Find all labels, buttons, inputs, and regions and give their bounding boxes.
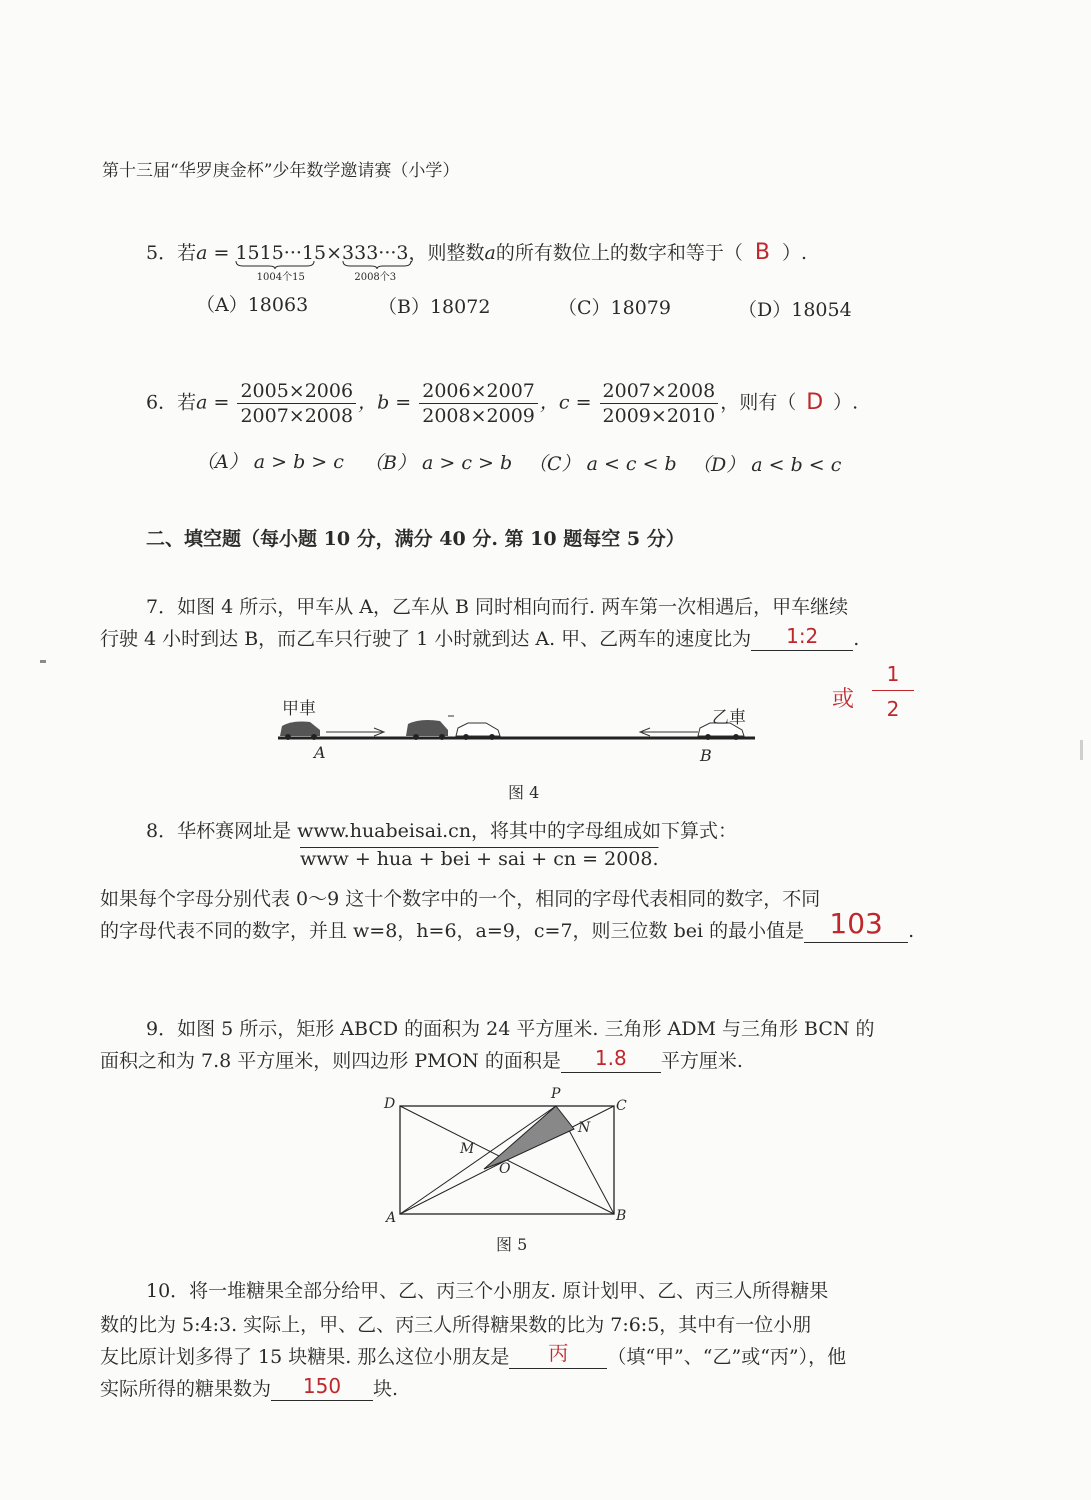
q6-c-den: 2009×2010	[602, 405, 716, 427]
q9-line-1: 9．如图 5 所示，矩形 ABCD 的面积为 24 平方厘米. 三角形 ADM 与三角形 BCN 的	[146, 1018, 875, 1040]
q10-line-1: 10．将一堆糖果全部分给甲、乙、丙三个小朋友. 原计划甲、乙、丙三人所得糖果	[146, 1280, 829, 1302]
q8-end: .	[908, 920, 915, 942]
q6-frac-b	[419, 380, 538, 427]
fig5-label-n: N	[578, 1120, 591, 1136]
question-6	[146, 380, 858, 427]
q10-answer-1: 丙	[548, 1341, 569, 1365]
q6-b-den: 2008×2009	[422, 405, 535, 427]
q8-line-3-text: 的字母代表不同的数字，并且 w=8，h=6，a=9，c=7，则三位数 bei 的最小值是	[100, 920, 805, 942]
q5-option-d: （D）18054	[738, 299, 852, 321]
page-header: 第十三届“华罗庚金杯”少年数学邀请赛（小学）	[102, 161, 460, 181]
fig5-label-p: P	[551, 1086, 561, 1102]
q5-times: ×	[326, 242, 343, 264]
q5-part2: 333···3	[342, 242, 409, 264]
q8-answer: 103	[829, 907, 883, 940]
q9-unit: 平方厘米.	[660, 1050, 743, 1072]
q6-number: 6．若	[146, 391, 197, 414]
q6-option-c: （C） a < c < b	[528, 453, 677, 475]
segment-ap	[400, 1106, 556, 1214]
q5-answer: B	[754, 240, 770, 265]
fig5-label-b: B	[616, 1208, 627, 1224]
q10-answer2-blank	[271, 1374, 373, 1401]
question-5	[146, 238, 807, 283]
q5-brace-1-label: 1004个15	[256, 272, 305, 283]
q9-line-2-text: 面积之和为 7.8 平方厘米，则四边形 PMON 的面积是	[100, 1050, 561, 1072]
q6-c-eq: ，c =	[539, 391, 592, 414]
q9-line-2	[100, 1046, 743, 1073]
q5-brace-2	[342, 242, 409, 283]
q5-option-b: （B）18072	[378, 296, 491, 318]
q6-b-eq: ，b =	[358, 391, 412, 414]
q5-close: ）.	[781, 242, 807, 264]
quad-pmon-shaded	[484, 1106, 574, 1169]
q10-line-3	[100, 1342, 846, 1369]
q6-answer: D	[806, 389, 824, 415]
fig5-label-c: C	[616, 1098, 627, 1114]
q10-line-4	[100, 1374, 398, 1401]
q7-line-2	[100, 624, 859, 651]
q6-b-num: 2006×2007	[419, 380, 538, 404]
q6-frac-a	[237, 380, 356, 427]
q7-line-2-text: 行驶 4 小时到达 B，而乙车只行驶了 1 小时就到达 A. 甲、乙两车的速度比为	[100, 628, 752, 650]
q8-equation: www + hua + bei + sai + cn = 2008.	[300, 848, 659, 870]
q6-option-b: （B） a > c > b	[364, 452, 513, 474]
fig5-label-d: D	[384, 1096, 396, 1112]
q6-a-den: 2007×2008	[240, 405, 354, 427]
q6-a-num: 2005×2006	[237, 380, 356, 404]
q6-rest: ，则有（	[720, 391, 797, 414]
q5-a-eq: a =	[196, 242, 230, 264]
fig5-label-m: M	[460, 1141, 475, 1157]
q5-option-a: （A）18063	[196, 294, 309, 316]
fig5-label-o: O	[499, 1161, 511, 1177]
q8-line-2: 如果每个字母分别代表 0～9 这十个数字中的一个，相同的字母代表相同的数字，不同	[100, 888, 821, 910]
q6-close: ）.	[833, 391, 859, 414]
q10-line-4a: 实际所得的糖果数为	[100, 1378, 272, 1400]
q7-end: .	[853, 628, 860, 650]
q5-rest: ，则整数	[408, 242, 485, 264]
q9-answer: 1.8	[594, 1046, 627, 1070]
q5-option-c: （C）18079	[558, 297, 671, 319]
q5-rest2: 的所有数位上的数字和等于（	[495, 242, 743, 264]
q10-answer-2: 150	[302, 1374, 342, 1398]
q7-alt-num: 1	[872, 662, 914, 691]
q7-line-1: 7．如图 4 所示，甲车从 A，乙车从 B 同时相向而行. 两车第一次相遇后，甲车继续	[146, 596, 849, 618]
figure-4	[270, 690, 760, 770]
fig4-label-car1: 甲車	[282, 699, 316, 719]
q8-answer-blank	[804, 907, 908, 943]
q7-alt-den: 2	[886, 697, 900, 721]
q7-answer: 1:2	[786, 624, 819, 648]
q10-line-2: 数的比为 5:4:3. 实际上，甲、乙、丙三人所得糖果数的比为 7:6:5，其中有一位小朋	[100, 1314, 812, 1336]
q10-answer1-blank	[509, 1341, 607, 1369]
fig4-label-b: B	[700, 746, 712, 765]
q8-line-1: 8．华杯赛网址是 www.huabeisai.cn，将其中的字母组成如下算式：	[146, 820, 738, 842]
q10-line-4b: 块.	[373, 1378, 399, 1400]
q5-a-var: a	[484, 242, 496, 264]
q5-brace-2-label: 2008个3	[354, 272, 397, 283]
q5-part1: 1515···15	[235, 242, 327, 264]
q6-option-a: （A） a > b > c	[196, 451, 344, 473]
q6-c-num: 2007×2008	[600, 380, 719, 404]
scan-mark	[1080, 740, 1083, 760]
q6-frac-c	[600, 380, 719, 427]
q7-answer-blank	[751, 624, 853, 651]
q8-line-3	[100, 907, 915, 943]
q6-a-eq: a =	[196, 391, 230, 414]
q10-line-3b: （填“甲”、“乙”或“丙”），他	[607, 1346, 847, 1368]
section-title: 二、填空题（每小题 10 分，满分 40 分. 第 10 题每空 5 分）	[146, 528, 685, 550]
fig4-label-a: A	[314, 743, 326, 762]
figure-5	[380, 1090, 630, 1230]
q5-number: 5．若	[146, 242, 197, 264]
q5-brace-1	[235, 242, 327, 283]
fig5-label-a: A	[386, 1210, 397, 1226]
q9-answer-blank	[561, 1046, 661, 1073]
fig5-caption: 图 5	[496, 1235, 528, 1254]
q10-line-3a: 友比原计划多得了 15 块糖果. 那么这位小朋友是	[100, 1346, 510, 1368]
fig4-caption: 图 4	[508, 783, 540, 802]
q6-option-d: （D） a < b < c	[692, 454, 842, 476]
q7-alt-fraction	[872, 662, 914, 721]
fig4-label-car2: 乙車	[712, 708, 746, 728]
q7-alt-or: 或	[832, 687, 855, 712]
scan-mark	[40, 660, 46, 663]
